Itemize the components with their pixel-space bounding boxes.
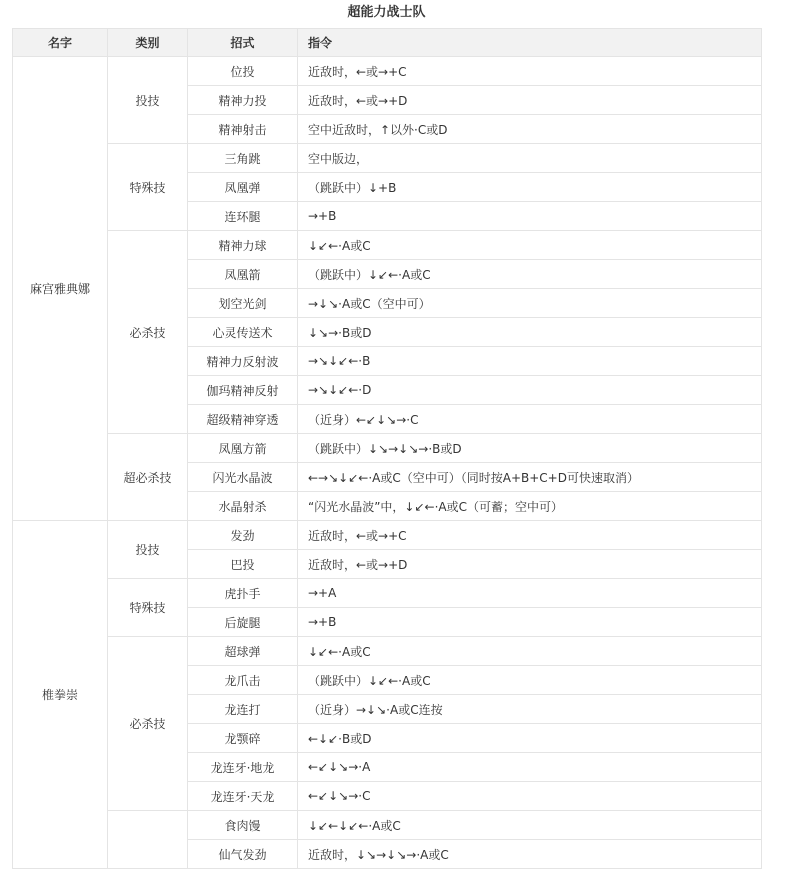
move-name-cell: 精神力球 <box>188 231 298 260</box>
move-name-cell: 位投 <box>188 57 298 86</box>
move-name-cell: 虎扑手 <box>188 579 298 608</box>
header-name: 名字 <box>13 29 108 57</box>
command-cell: ←→↘↓↙←·A或C（空中可）（同时按A+B+C+D可快速取消） <box>298 463 762 492</box>
character-name-cell: 麻宫雅典娜 <box>13 57 108 521</box>
command-cell: 空中近敌时，↑以外·C或D <box>298 115 762 144</box>
command-cell: ↓↙←↓↙←·A或C <box>298 811 762 840</box>
move-name-cell: 精神力反射波 <box>188 347 298 376</box>
move-name-cell: 心灵传送术 <box>188 318 298 347</box>
move-name-cell: 超球弹 <box>188 637 298 666</box>
move-name-cell: 凤凰方箭 <box>188 434 298 463</box>
command-cell: （跳跃中）↓↙←·A或C <box>298 260 762 289</box>
command-cell: →+B <box>298 608 762 637</box>
move-name-cell: 划空光剑 <box>188 289 298 318</box>
command-cell: ↓↙←·A或C <box>298 231 762 260</box>
command-cell: →↓↘·A或C（空中可） <box>298 289 762 318</box>
move-name-cell: 后旋腿 <box>188 608 298 637</box>
header-category: 类别 <box>108 29 188 57</box>
move-name-cell: 龙颚碎 <box>188 724 298 753</box>
command-cell: →↘↓↙←·D <box>298 376 762 405</box>
table-row <box>13 434 762 463</box>
category-cell: 必杀技 <box>108 231 188 434</box>
command-cell: 近敌时，←或→+D <box>298 86 762 115</box>
category-cell <box>108 811 188 869</box>
command-cell: （近身）→↓↘·A或C连按 <box>298 695 762 724</box>
move-name-cell: 凤凰箭 <box>188 260 298 289</box>
command-cell: “闪光水晶波”中，↓↙←·A或C（可蓄；空中可） <box>298 492 762 521</box>
category-cell: 特殊技 <box>108 579 188 637</box>
move-name-cell: 龙爪击 <box>188 666 298 695</box>
category-cell: 超必杀技 <box>108 434 188 521</box>
command-cell: 空中版边， <box>298 144 762 173</box>
command-cell: （近身）←↙↓↘→·C <box>298 405 762 434</box>
category-cell: 必杀技 <box>108 637 188 811</box>
table-row <box>13 231 762 260</box>
move-name-cell: 仙气发劲 <box>188 840 298 869</box>
move-name-cell: 闪光水晶波 <box>188 463 298 492</box>
table-row <box>13 521 762 550</box>
command-cell: →↘↓↙←·B <box>298 347 762 376</box>
table-row <box>13 637 762 666</box>
move-name-cell: 连环腿 <box>188 202 298 231</box>
move-name-cell: 龙连打 <box>188 695 298 724</box>
header-row <box>13 29 762 57</box>
command-cell: （跳跃中）↓↙←·A或C <box>298 666 762 695</box>
move-name-cell: 凤凰弹 <box>188 173 298 202</box>
table-row <box>13 144 762 173</box>
command-cell: 近敌时，←或→+C <box>298 57 762 86</box>
move-name-cell: 精神射击 <box>188 115 298 144</box>
move-name-cell: 发劲 <box>188 521 298 550</box>
command-cell: ←↙↓↘→·A <box>298 753 762 782</box>
category-cell: 特殊技 <box>108 144 188 231</box>
move-name-cell: 巴投 <box>188 550 298 579</box>
move-name-cell: 水晶射杀 <box>188 492 298 521</box>
move-name-cell: 超级精神穿透 <box>188 405 298 434</box>
command-cell: →+B <box>298 202 762 231</box>
header-move: 招式 <box>188 29 298 57</box>
command-cell: （跳跃中）↓↘→↓↘→·B或D <box>298 434 762 463</box>
table-body <box>13 57 762 869</box>
command-cell: ↓↙←·A或C <box>298 637 762 666</box>
command-cell: 近敌时，←或→+D <box>298 550 762 579</box>
move-name-cell: 食肉馒 <box>188 811 298 840</box>
command-cell: →+A <box>298 579 762 608</box>
command-cell: （跳跃中）↓+B <box>298 173 762 202</box>
command-cell: ↓↘→·B或D <box>298 318 762 347</box>
move-name-cell: 伽玛精神反射 <box>188 376 298 405</box>
command-cell: 近敌时，↓↘→↓↘→·A或C <box>298 840 762 869</box>
category-cell: 投技 <box>108 57 188 144</box>
header-command: 指令 <box>298 29 762 57</box>
command-cell: ←↓↙·B或D <box>298 724 762 753</box>
table-row <box>13 579 762 608</box>
table-caption: 超能力战士队 <box>347 5 426 20</box>
command-cell: ←↙↓↘→·C <box>298 782 762 811</box>
move-name-cell: 精神力投 <box>188 86 298 115</box>
move-name-cell: 三角跳 <box>188 144 298 173</box>
move-list-table <box>12 28 762 869</box>
table-row <box>13 57 762 86</box>
character-name-cell: 椎拳崇 <box>13 521 108 869</box>
table-row <box>13 811 762 840</box>
command-cell: 近敌时，←或→+C <box>298 521 762 550</box>
move-name-cell: 龙连牙·地龙 <box>188 753 298 782</box>
category-cell: 投技 <box>108 521 188 579</box>
move-name-cell: 龙连牙·天龙 <box>188 782 298 811</box>
